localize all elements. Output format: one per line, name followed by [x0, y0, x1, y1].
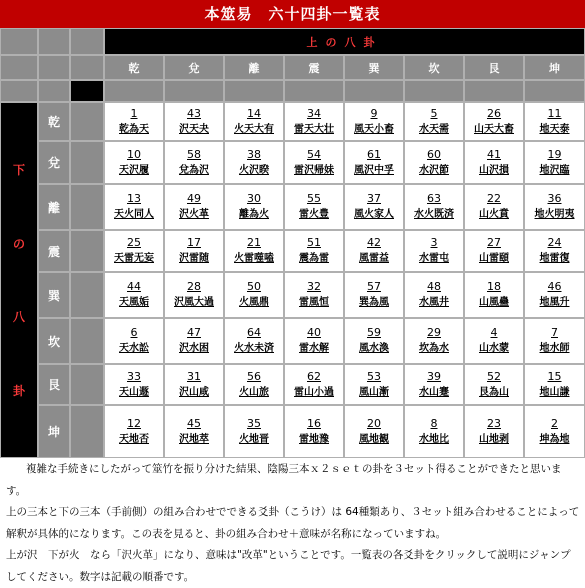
column-header-6: 坎 — [405, 56, 463, 79]
row-header-8: 坤 — [39, 406, 69, 457]
hexagram-name-link[interactable]: 離為火 — [239, 209, 269, 220]
hexagram-cell[interactable] — [525, 406, 584, 457]
hexagram-cell[interactable] — [105, 319, 163, 363]
hexagram-name-link[interactable]: 風地観 — [359, 433, 389, 445]
hexagram-cell[interactable] — [165, 142, 223, 183]
hexagram-name-link[interactable]: 雷地豫 — [299, 433, 329, 445]
hexagram-cell[interactable] — [405, 365, 463, 404]
hexagram-cell[interactable] — [165, 273, 223, 317]
hexagram-name-link[interactable]: 火地晋 — [239, 433, 269, 445]
hexagram-name-link[interactable]: 兌為沢 — [179, 164, 209, 176]
hexagram-number[interactable]: 12 — [127, 416, 141, 430]
hexagram-name-link[interactable]: 風天小畜 — [354, 123, 394, 135]
hexagram-number[interactable]: 6 — [130, 326, 138, 339]
hexagram-number[interactable]: 57 — [367, 280, 381, 293]
hexagram-number[interactable]: 42 — [367, 236, 381, 249]
corner-block — [1, 29, 37, 54]
hexagram-number[interactable]: 31 — [187, 369, 201, 383]
row-band — [71, 319, 103, 363]
hexagram-number[interactable]: 29 — [427, 326, 441, 339]
hexagram-number[interactable]: 2 — [551, 416, 558, 430]
hexagram-number[interactable]: 59 — [367, 326, 381, 339]
header-band — [105, 81, 163, 101]
hexagram-cell[interactable] — [405, 103, 463, 140]
hexagram-name-link[interactable]: 火雷噬嗑 — [234, 253, 274, 264]
hexagram-cell[interactable] — [525, 142, 584, 183]
page-title: 本筮易 六十四卦一覧表 — [0, 0, 585, 28]
lower-header-char: 下 — [12, 163, 25, 178]
column-header-8: 坤 — [525, 56, 584, 79]
hexagram-name-link[interactable]: 水沢節 — [419, 164, 449, 176]
hexagram-cell[interactable] — [345, 365, 403, 404]
hexagram-name-link[interactable]: 雷水解 — [299, 343, 329, 354]
hexagram-number[interactable]: 21 — [247, 236, 261, 249]
hexagram-name-link[interactable]: 風沢中孚 — [354, 164, 394, 176]
hexagram-number[interactable]: 40 — [307, 326, 321, 339]
hexagram-cell[interactable] — [465, 231, 523, 271]
hexagram-cell[interactable] — [465, 406, 523, 457]
hexagram-cell[interactable] — [465, 142, 523, 183]
row-band — [71, 231, 103, 271]
hexagram-number[interactable]: 36 — [547, 192, 562, 205]
hexagram-cell[interactable] — [285, 103, 343, 140]
hexagram-name-link[interactable]: 山風蠱 — [479, 297, 509, 308]
column-header-2: 兌 — [165, 56, 223, 79]
description — [6, 459, 580, 588]
hexagram-name-link[interactable]: 天水訟 — [119, 343, 149, 354]
hexagram-number[interactable]: 22 — [487, 192, 501, 205]
hexagram-cell[interactable] — [405, 273, 463, 317]
hexagram-name-link[interactable]: 火天大有 — [234, 123, 274, 135]
hexagram-number[interactable]: 26 — [487, 106, 501, 120]
hexagram-name-link[interactable]: 火水未済 — [234, 343, 274, 354]
hexagram-number[interactable]: 34 — [307, 106, 321, 120]
hexagram-name-link[interactable]: 山沢損 — [479, 164, 509, 176]
hexagram-name-link[interactable]: 天地否 — [119, 433, 149, 445]
hexagram-number[interactable]: 15 — [547, 369, 562, 383]
row-header-4: 震 — [39, 231, 69, 271]
row-header-7: 艮 — [39, 365, 69, 404]
hexagram-cell[interactable] — [525, 319, 584, 363]
hexagram-cell[interactable] — [225, 142, 283, 183]
hexagram-name-link[interactable]: 風火家人 — [354, 209, 394, 220]
hexagram-cell[interactable] — [285, 185, 343, 229]
hexagram-number[interactable]: 16 — [307, 416, 321, 430]
hexagram-number[interactable]: 44 — [127, 280, 141, 293]
lower-header-char: の — [12, 236, 25, 251]
hexagram-name-link[interactable]: 水風井 — [419, 297, 449, 308]
hexagram-number[interactable]: 49 — [187, 192, 201, 205]
hexagram-cell[interactable] — [285, 231, 343, 271]
hexagram-cell[interactable] — [105, 185, 163, 229]
hexagram-number[interactable]: 51 — [307, 236, 321, 249]
row-header-6: 坎 — [39, 319, 69, 363]
hexagram-name-link[interactable]: 水天需 — [419, 123, 449, 135]
hexagram-name-link[interactable]: 沢山咸 — [179, 386, 209, 398]
hexagram-number[interactable]: 8 — [430, 416, 438, 430]
hexagram-number[interactable]: 47 — [187, 326, 201, 339]
hexagram-number[interactable]: 39 — [427, 369, 441, 383]
hexagram-number[interactable]: 20 — [367, 416, 381, 430]
hexagram-name-link[interactable]: 震為雷 — [299, 253, 329, 264]
hexagram-name-link[interactable]: 沢地萃 — [179, 433, 209, 445]
hexagram-number[interactable]: 62 — [307, 369, 321, 383]
hexagram-name-link[interactable]: 水火既済 — [414, 209, 454, 220]
hexagram-cell[interactable] — [285, 273, 343, 317]
hexagram-name-link[interactable]: 雷風恒 — [299, 297, 329, 308]
row-band — [71, 365, 103, 404]
hexagram-name-link[interactable]: 天火同人 — [114, 209, 154, 220]
hexagram-number[interactable]: 3 — [430, 236, 438, 249]
hexagram-number[interactable]: 33 — [127, 369, 141, 383]
hexagram-cell[interactable] — [165, 103, 223, 140]
hexagram-name-link[interactable]: 雷天大壮 — [294, 123, 334, 135]
hexagram-number[interactable]: 41 — [487, 147, 501, 161]
hexagram-number[interactable]: 60 — [427, 147, 441, 161]
hexagram-cell[interactable] — [285, 142, 343, 183]
hexagram-cell[interactable] — [225, 319, 283, 363]
hexagram-name-link[interactable]: 乾為天 — [119, 123, 149, 135]
hexagram-name-link[interactable]: 水雷屯 — [419, 253, 449, 264]
hexagram-number[interactable]: 19 — [547, 147, 562, 161]
hexagram-cell[interactable] — [225, 231, 283, 271]
hexagram-name-link[interactable]: 坎為水 — [419, 343, 449, 354]
hexagram-cell[interactable] — [465, 185, 523, 229]
hexagram-name-link[interactable]: 地火明夷 — [534, 209, 575, 220]
hexagram-number[interactable]: 53 — [367, 369, 381, 383]
hexagram-number[interactable]: 54 — [307, 147, 321, 161]
row-header-1: 乾 — [39, 103, 69, 140]
hexagram-name-link[interactable]: 地雷復 — [539, 253, 570, 264]
header-band — [225, 81, 283, 101]
row-band — [71, 273, 103, 317]
lower-header-char: 八 — [12, 310, 25, 325]
description-paragraph-1: 複雑な手続きにしたがって筮竹を振り分けた結果、陰陽三本ｘ２ｓｅｔの卦を３セット得ることができたと思います。 — [6, 463, 562, 497]
lower-header-char: 卦 — [12, 383, 25, 398]
hexagram-cell[interactable] — [225, 185, 283, 229]
hexagram-number[interactable]: 24 — [547, 236, 562, 249]
hexagram-cell[interactable] — [405, 406, 463, 457]
hexagram-name-link[interactable]: 沢天夬 — [179, 123, 209, 135]
hexagram-number[interactable]: 45 — [187, 416, 201, 430]
hexagram-cell[interactable] — [105, 231, 163, 271]
hexagram-name-link[interactable]: 地山謙 — [539, 386, 570, 398]
hexagram-cell[interactable] — [225, 406, 283, 457]
corner-block — [39, 56, 69, 79]
hexagram-cell[interactable] — [105, 406, 163, 457]
hexagram-number[interactable]: 30 — [247, 192, 261, 205]
hexagram-cell[interactable] — [405, 231, 463, 271]
column-header-4: 震 — [285, 56, 343, 79]
corner-block — [71, 81, 103, 101]
hexagram-name-link[interactable]: 地天泰 — [539, 123, 570, 135]
corner-block — [1, 81, 37, 101]
description-paragraph-2: 上の三本と下の三本（手前側）の組み合わせでできる爻卦（こうけ）は 64種類あり、３セット組み合わせることによって解釈が具体的になります。この表を見ると、卦の組み合わせ＋意味が名称になっていますね。 — [6, 506, 580, 540]
hexagram-cell[interactable] — [345, 273, 403, 317]
hexagram-number[interactable]: 52 — [487, 369, 501, 383]
hexagram-number[interactable]: 38 — [247, 147, 261, 161]
hexagram-number[interactable]: 64 — [247, 326, 261, 339]
hexagram-cell[interactable] — [465, 103, 523, 140]
hexagram-name-link[interactable]: 山火賁 — [479, 209, 509, 220]
hexagram-name-link[interactable]: 風水渙 — [359, 343, 389, 354]
hexagram-name-link[interactable]: 沢火革 — [179, 209, 209, 220]
header-band — [345, 81, 403, 101]
hexagram-name-link[interactable]: 沢水困 — [179, 343, 209, 354]
hexagram-name-link[interactable]: 山雷頤 — [479, 253, 509, 264]
row-header-2: 兌 — [39, 142, 69, 183]
hexagram-name-link[interactable]: 沢雷随 — [179, 253, 209, 264]
hexagram-name-link[interactable]: 風雷益 — [359, 253, 389, 264]
header-band — [165, 81, 223, 101]
hexagram-cell[interactable] — [165, 231, 223, 271]
hexagram-name-link[interactable]: 艮為山 — [479, 386, 509, 398]
hexagram-cell[interactable] — [165, 319, 223, 363]
hexagram-number[interactable]: 37 — [367, 192, 381, 205]
hexagram-cell[interactable] — [345, 185, 403, 229]
header-band — [405, 81, 463, 101]
hexagram-number[interactable]: 58 — [187, 147, 201, 161]
hexagram-name-link[interactable]: 火沢睽 — [239, 164, 269, 176]
hexagram-name-link[interactable]: 沢風大過 — [174, 297, 214, 308]
hexagram-name-link[interactable]: 雷沢帰妹 — [294, 164, 334, 176]
hexagram-name-link[interactable]: 地風升 — [539, 297, 570, 308]
hexagram-cell[interactable] — [285, 406, 343, 457]
hexagram-name-link[interactable]: 雷山小過 — [294, 386, 334, 398]
header-band — [285, 81, 343, 101]
hexagram-cell[interactable] — [105, 365, 163, 404]
hexagram-number[interactable]: 9 — [370, 106, 378, 120]
hexagram-cell[interactable] — [405, 185, 463, 229]
hexagram-number[interactable]: 46 — [547, 280, 562, 293]
upper-trigram-header: 上の八卦 — [105, 29, 584, 54]
hexagram-cell[interactable] — [165, 406, 223, 457]
hexagram-name-link[interactable]: 水山蹇 — [419, 386, 449, 398]
hexagram-cell[interactable] — [345, 319, 403, 363]
hexagram-name-link[interactable]: 雷火豊 — [299, 209, 329, 220]
hexagram-number[interactable]: 11 — [547, 106, 562, 120]
hexagram-cell[interactable] — [105, 273, 163, 317]
corner-block — [71, 29, 103, 54]
hexagram-number[interactable]: 50 — [247, 280, 261, 293]
hexagram-cell[interactable] — [465, 319, 523, 363]
hexagram-cell[interactable] — [525, 365, 584, 404]
hexagram-number[interactable]: 14 — [247, 106, 261, 120]
hexagram-number[interactable]: 1 — [130, 106, 138, 120]
hexagram-cell[interactable] — [525, 185, 584, 229]
hexagram-name-link[interactable]: 天雷无妄 — [114, 253, 154, 264]
hexagram-cell[interactable] — [405, 319, 463, 363]
hexagram-cell[interactable] — [345, 103, 403, 140]
header-band — [465, 81, 523, 101]
hexagram-name-link[interactable]: 火山旅 — [239, 386, 269, 398]
hexagram-cell[interactable] — [345, 142, 403, 183]
row-band — [71, 406, 103, 457]
column-header-1: 乾 — [105, 56, 163, 79]
hexagram-number[interactable]: 17 — [187, 236, 201, 249]
hexagram-number[interactable]: 61 — [367, 147, 381, 161]
hexagram-name-link[interactable]: 天風姤 — [119, 297, 149, 308]
hexagram-cell[interactable] — [225, 273, 283, 317]
row-band — [71, 142, 103, 183]
hexagram-cell[interactable] — [525, 231, 584, 271]
hexagram-number[interactable]: 32 — [307, 280, 321, 293]
hexagram-name-link[interactable]: 山水蒙 — [479, 343, 509, 354]
hexagram-number[interactable]: 28 — [187, 280, 201, 293]
column-header-3: 離 — [225, 56, 283, 79]
hexagram-cell[interactable] — [285, 319, 343, 363]
corner-block — [71, 56, 103, 79]
hexagram-cell[interactable] — [345, 406, 403, 457]
hexagram-name-link[interactable]: 天山遯 — [119, 386, 149, 398]
row-band — [71, 185, 103, 229]
hexagram-cell[interactable] — [165, 365, 223, 404]
hexagram-cell[interactable] — [225, 365, 283, 404]
column-header-7: 艮 — [465, 56, 523, 79]
hexagram-number[interactable]: 23 — [487, 416, 501, 430]
hexagram-cell[interactable] — [105, 103, 163, 140]
hexagram-cell[interactable] — [105, 142, 163, 183]
hexagram-name-link[interactable]: 天沢履 — [119, 164, 149, 176]
corner-block — [39, 29, 69, 54]
hexagram-name-link[interactable]: 山地剥 — [479, 433, 509, 445]
hexagram-number[interactable]: 4 — [490, 326, 498, 339]
hexagram-number[interactable]: 63 — [427, 192, 441, 205]
hexagram-cell[interactable] — [525, 273, 584, 317]
header-band — [525, 81, 584, 101]
row-band — [71, 103, 103, 140]
hexagram-name-link[interactable]: 地水師 — [539, 343, 570, 354]
hexagram-cell[interactable] — [225, 103, 283, 140]
hexagram-number[interactable]: 18 — [487, 280, 501, 293]
description-paragraph-3: 上が沢 下が火 なら「沢火革」になり、意味は"改革"ということです。一覧表の各爻卦をクリックして説明にジャンプしてください。数字は記載の順番です。 — [6, 549, 571, 583]
hexagram-name-link[interactable]: 風山漸 — [359, 386, 389, 398]
hexagram-name-link[interactable]: 火風鼎 — [239, 297, 269, 308]
hexagram-cell[interactable] — [465, 365, 523, 404]
row-header-3: 離 — [39, 185, 69, 229]
hexagram-cell[interactable] — [345, 231, 403, 271]
hexagram-number[interactable]: 5 — [430, 106, 438, 120]
corner-block — [39, 81, 69, 101]
row-header-5: 巽 — [39, 273, 69, 317]
hexagram-cell[interactable] — [165, 185, 223, 229]
hexagram-name-link[interactable]: 水地比 — [419, 433, 449, 445]
hexagram-number[interactable]: 35 — [247, 416, 261, 430]
hexagram-cell[interactable] — [405, 142, 463, 183]
hexagram-number[interactable]: 48 — [427, 280, 441, 293]
hexagram-number[interactable]: 56 — [247, 369, 261, 383]
lower-trigram-header — [1, 103, 37, 457]
hexagram-name-link[interactable]: 地沢臨 — [539, 164, 570, 176]
hexagram-cell[interactable] — [525, 103, 584, 140]
hexagram-name-link[interactable]: 巽為風 — [359, 297, 389, 308]
corner-block — [1, 56, 37, 79]
hexagram-number[interactable]: 13 — [127, 192, 141, 205]
hexagram-cell[interactable] — [285, 365, 343, 404]
hexagram-cell[interactable] — [465, 273, 523, 317]
hexagram-number[interactable]: 27 — [487, 236, 501, 249]
hexagram-number[interactable]: 55 — [307, 192, 321, 205]
hexagram-name-link[interactable]: 山天大畜 — [474, 123, 514, 135]
hexagram-name-link[interactable]: 坤為地 — [539, 433, 570, 445]
hexagram-number[interactable]: 10 — [127, 147, 141, 161]
column-header-5: 巽 — [345, 56, 403, 79]
hexagram-number[interactable]: 25 — [127, 236, 141, 249]
hexagram-number[interactable]: 43 — [187, 106, 201, 120]
hexagram-number[interactable]: 7 — [551, 326, 558, 339]
